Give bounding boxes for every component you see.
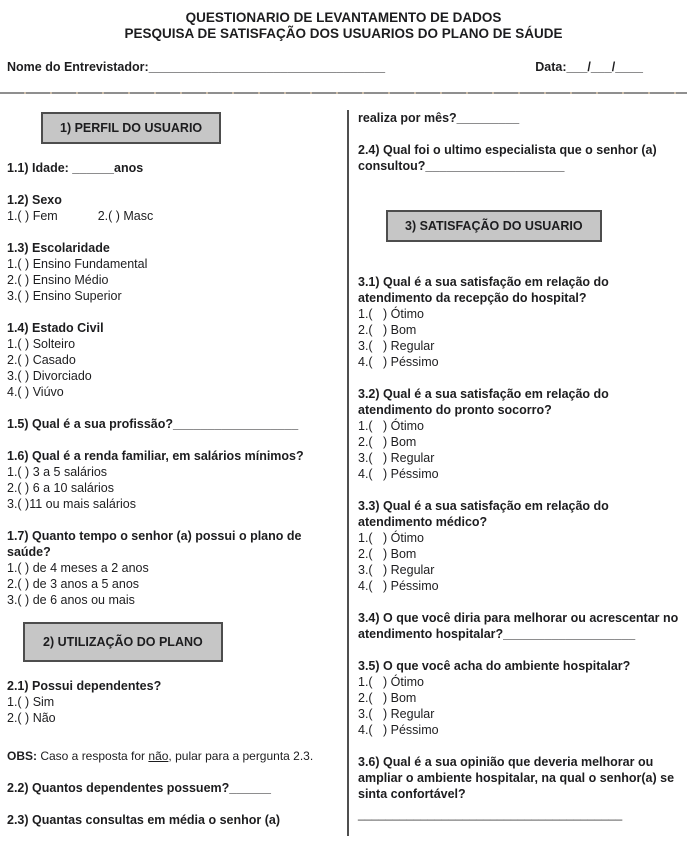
- left-column: [7, 108, 337, 828]
- obs-underlined-word: não: [148, 749, 169, 763]
- obs-label: OBS:: [7, 749, 37, 763]
- section-1-header: 1) PERFIL DO USUARIO: [41, 112, 221, 144]
- question-3-3: [358, 498, 684, 594]
- section-2-header: 2) UTILIZAÇÃO DO PLANO: [23, 622, 223, 662]
- checkbox-option: 3.( ) de 6 anos ou mais: [7, 593, 135, 607]
- checkbox-option: 4.( ) Péssimo: [358, 467, 439, 481]
- interviewer-field: [7, 60, 385, 75]
- date-label: Data:: [535, 60, 567, 74]
- checkbox-option: 1.( ) de 4 meses a 2 anos: [7, 561, 149, 575]
- question-2-1: [7, 678, 337, 726]
- obs-text-after: , pular para a pergunta 2.3.: [168, 749, 314, 763]
- checkbox-option: 3.( ) Regular: [358, 451, 435, 465]
- checkbox-option: 1.( ) Ótimo: [358, 531, 424, 545]
- question-1-6: [7, 448, 337, 512]
- question-2-2: 2.2) Quantos dependentes possuem?______: [7, 781, 271, 795]
- checkbox-option: 3.( ) Divorciado: [7, 369, 92, 383]
- checkbox-option: 2.( ) Bom: [358, 323, 417, 337]
- checkbox-option: 1.( ) Ensino Fundamental: [7, 257, 148, 271]
- checkbox-option: 3.( ) Regular: [358, 563, 435, 577]
- interviewer-blank: __________________________________: [148, 60, 386, 74]
- date-field: [535, 60, 643, 75]
- question-2-1-title: 2.1) Possui dependentes?: [7, 679, 162, 693]
- question-3-5-title: 3.5) O que você acha do ambiente hospitalar?: [358, 659, 631, 673]
- question-1-3: [7, 240, 337, 304]
- question-1-4: [7, 320, 337, 400]
- checkbox-option: 2.( ) Masc: [97, 209, 154, 223]
- date-blank: ___/___/____: [566, 60, 643, 74]
- interviewer-label: Nome do Entrevistador:: [7, 60, 149, 74]
- question-3-5: [358, 658, 684, 738]
- doc-title-line1: QUESTIONARIO DE LEVANTAMENTO DE DADOS: [185, 10, 502, 25]
- meta-row: [0, 60, 687, 75]
- checkbox-option-row: [7, 208, 337, 224]
- question-1-2-title: 1.2) Sexo: [7, 193, 62, 207]
- checkbox-option: 2.( ) de 3 anos a 5 anos: [7, 577, 140, 591]
- checkbox-option: 1.( ) Ótimo: [358, 419, 424, 433]
- checkbox-option: 1.( ) Ótimo: [358, 675, 424, 689]
- obs-note: [7, 748, 337, 764]
- question-2-3-part1: 2.3) Quantas consultas em média o senhor (a): [7, 813, 280, 827]
- question-3-1: [358, 274, 684, 370]
- horizontal-divider: [0, 92, 687, 94]
- checkbox-option: 4.( ) Péssimo: [358, 723, 439, 737]
- section-3-header: 3) SATISFAÇÃO DO USUARIO: [386, 210, 602, 242]
- question-1-4-title: 1.4) Estado Civil: [7, 321, 104, 335]
- checkbox-option: 4.( ) Viúvo: [7, 385, 64, 399]
- checkbox-option: 2.( ) Bom: [358, 435, 417, 449]
- question-1-3-title: 1.3) Escolaridade: [7, 241, 110, 255]
- checkbox-option: 2.( ) Casado: [7, 353, 76, 367]
- checkbox-option: 3.( ) Regular: [358, 707, 435, 721]
- question-3-1-title: 3.1) Qual é a sua satisfação em relação do atendimento da recepção do hospital?: [358, 275, 613, 305]
- column-divider: [347, 110, 349, 836]
- checkbox-option: 2.( ) Ensino Médio: [7, 273, 109, 287]
- checkbox-option: 1.( ) Solteiro: [7, 337, 76, 351]
- question-1-5: 1.5) Qual é a sua profissão?__________________: [7, 417, 299, 431]
- checkbox-option: 2.( ) Não: [7, 711, 56, 725]
- checkbox-option: 4.( ) Péssimo: [358, 355, 439, 369]
- question-1-7: [7, 528, 337, 608]
- checkbox-option: 2.( ) Bom: [358, 547, 417, 561]
- question-1-1: 1.1) Idade: ______anos: [7, 161, 144, 175]
- checkbox-option: 2.( ) 6 a 10 salários: [7, 481, 114, 495]
- question-1-6-title: 1.6) Qual é a renda familiar, em salários mínimos?: [7, 449, 304, 463]
- checkbox-option: 1.( ) Fem: [7, 209, 58, 223]
- checkbox-option: 3.( ) Ensino Superior: [7, 289, 122, 303]
- answer-blank-line: ______________________________________: [358, 807, 623, 821]
- checkbox-option: 3.( )11 ou mais salários: [7, 497, 136, 511]
- checkbox-option: 4.( ) Péssimo: [358, 579, 439, 593]
- question-3-6: 3.6) Qual é a sua opinião que deveria melhorar ou ampliar o ambiente hospitalar, na qual o senhor(a) se sinta confortável?: [358, 755, 678, 801]
- question-1-7-title: 1.7) Quanto tempo o senhor (a) possui o plano de saúde?: [7, 529, 305, 559]
- question-1-2: [7, 192, 337, 224]
- obs-text-before: Caso a resposta for: [37, 749, 149, 763]
- checkbox-option: 1.( ) Ótimo: [358, 307, 424, 321]
- question-3-3-title: 3.3) Qual é a sua satisfação em relação do atendimento médico?: [358, 499, 613, 529]
- question-2-4: 2.4) Qual foi o ultimo especialista que o senhor (a) consultou?____________________: [358, 143, 661, 173]
- checkbox-option: 1.( ) 3 a 5 salários: [7, 465, 108, 479]
- doc-title-line2: PESQUISA DE SATISFAÇÃO DOS USUARIOS DO PLANO DE SÁUDE: [124, 26, 563, 41]
- question-2-3-part2: realiza por mês?_________: [358, 111, 520, 125]
- question-3-2-title: 3.2) Qual é a sua satisfação em relação do atendimento do pronto socorro?: [358, 387, 613, 417]
- checkbox-option: 3.( ) Regular: [358, 339, 435, 353]
- checkbox-option: 2.( ) Bom: [358, 691, 417, 705]
- question-3-4: 3.4) O que você diria para melhorar ou acrescentar no atendimento hospitalar?___________________: [358, 611, 682, 641]
- checkbox-option: 1.( ) Sim: [7, 695, 55, 709]
- right-column: [358, 108, 684, 822]
- two-column-body: [0, 108, 687, 828]
- question-3-2: [358, 386, 684, 482]
